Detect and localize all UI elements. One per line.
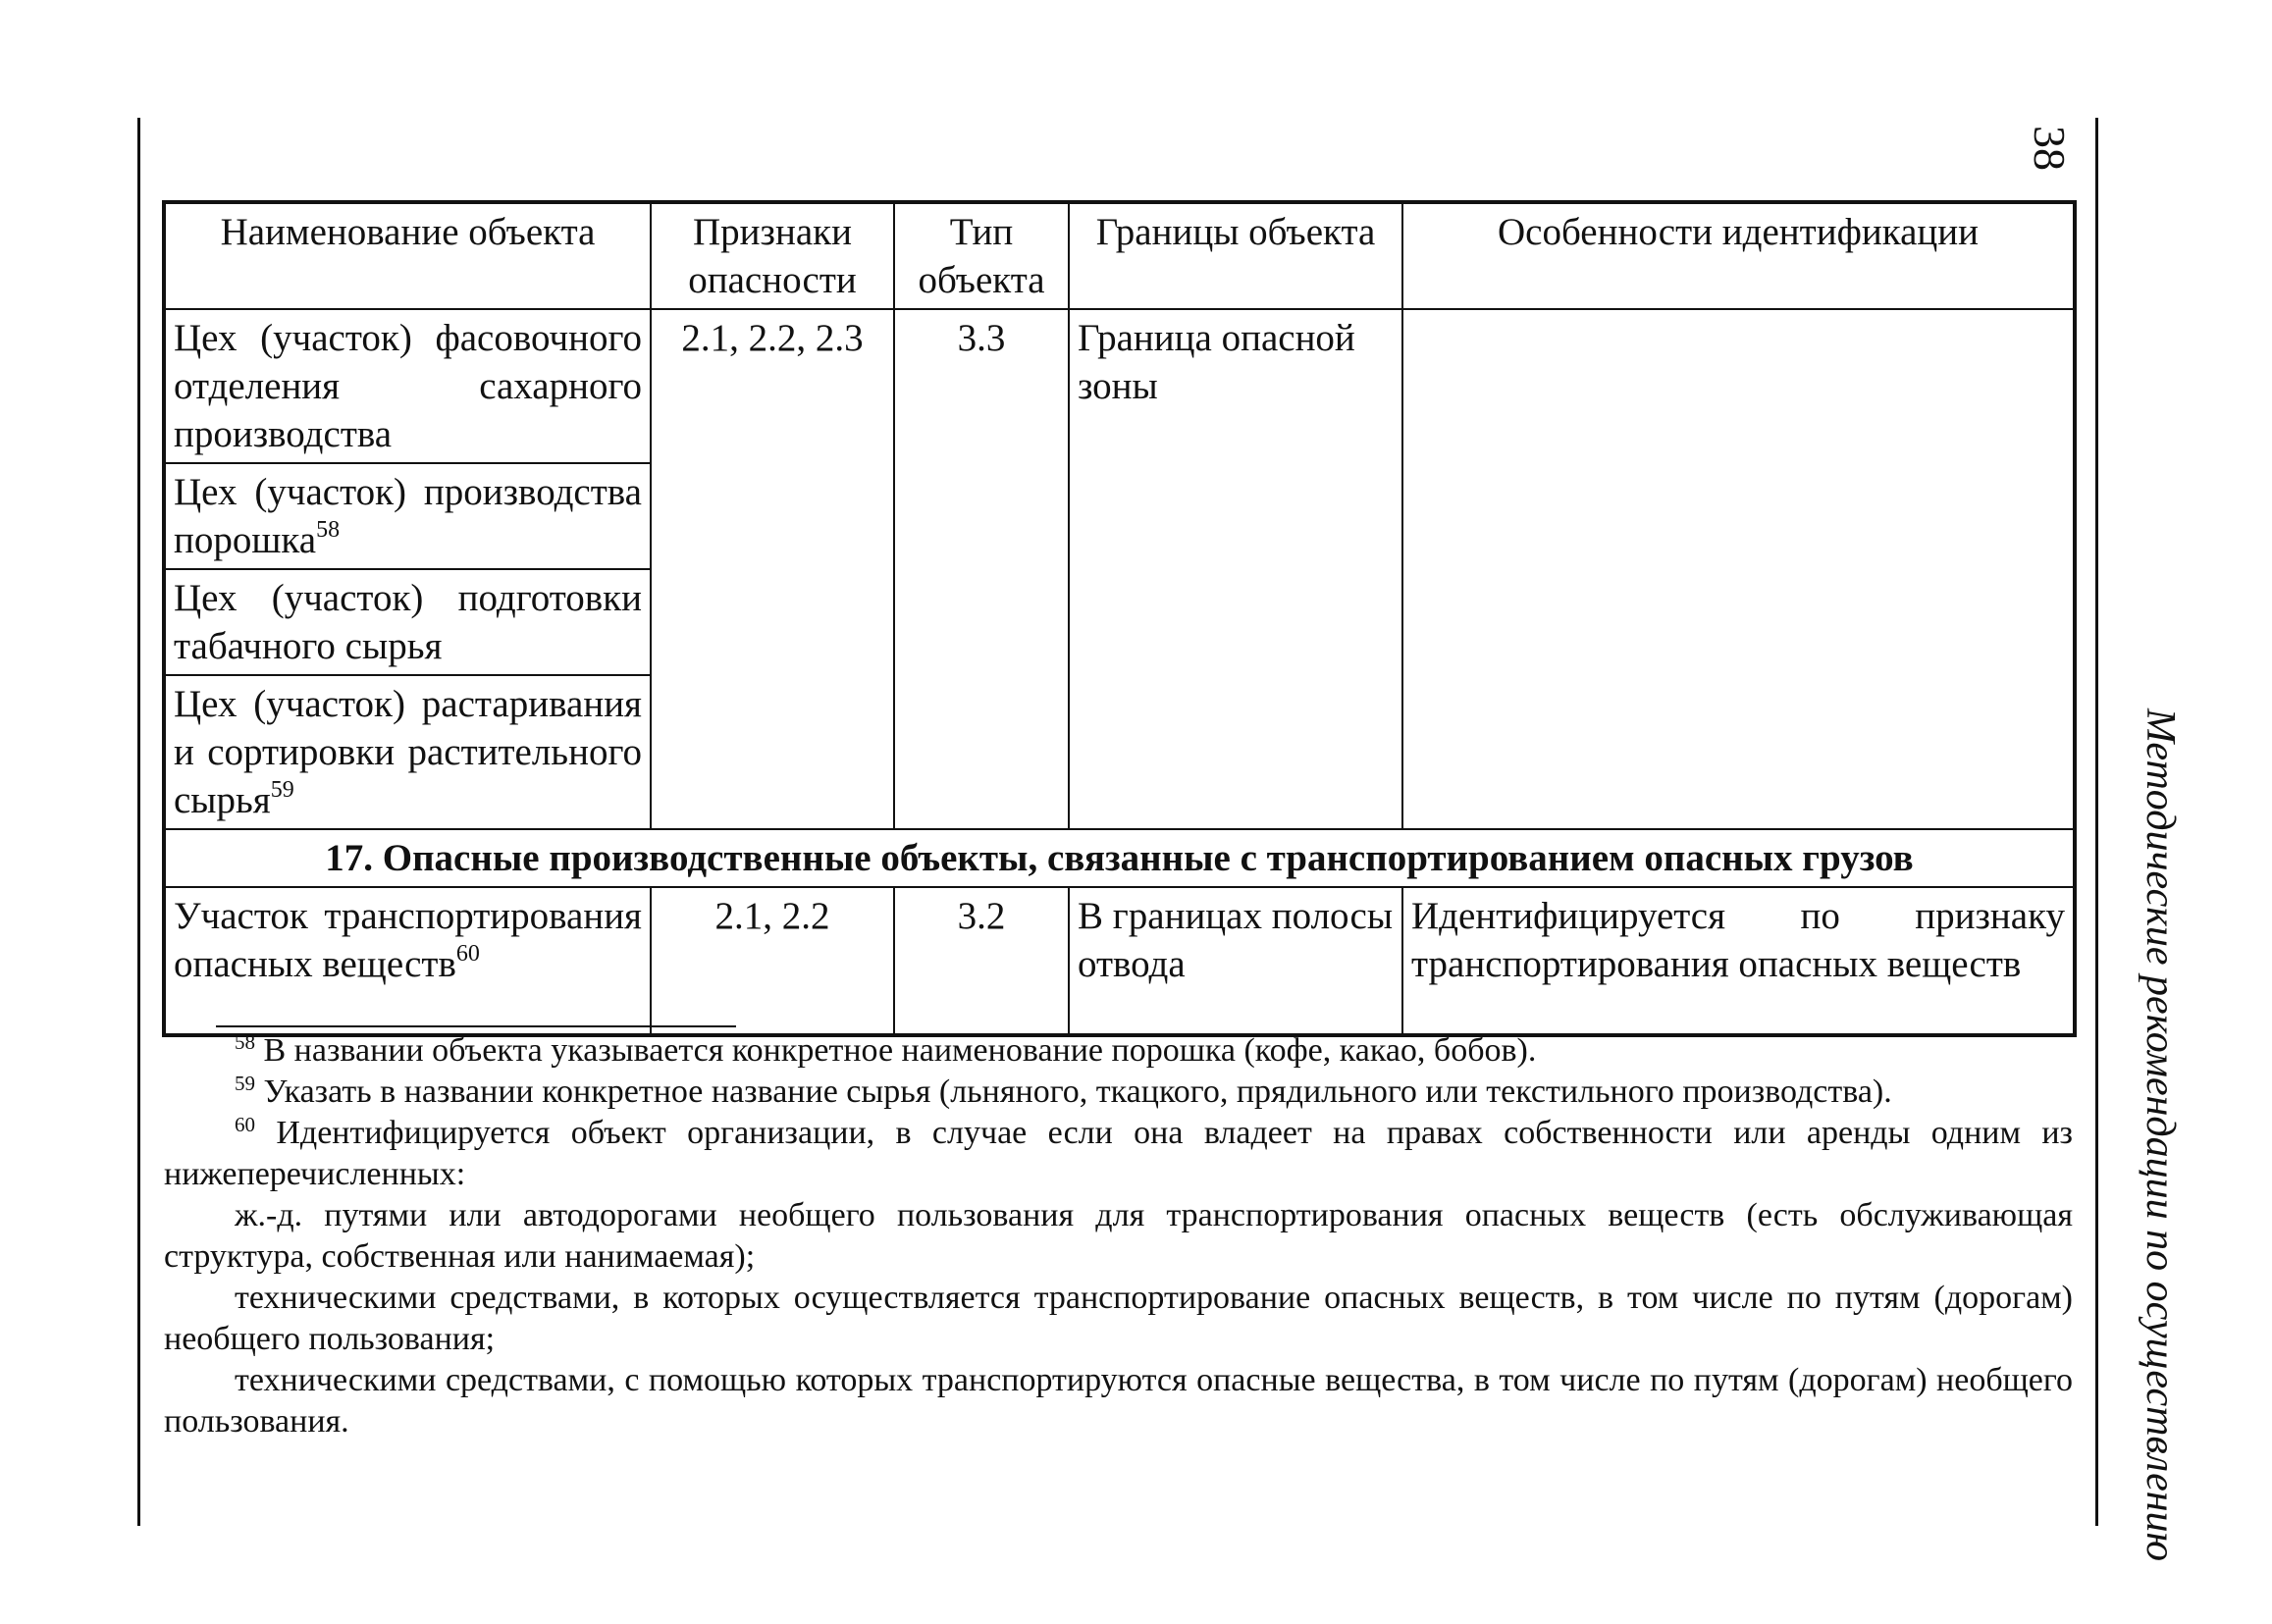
left-margin-line [137,118,140,1526]
object-name-cell [165,463,651,569]
footnote-text: Идентифицируется объект организации, в случае если она владеет на правах собственности или аренды одним из нижеперечисленных: [164,1115,2073,1192]
footnote-continuation [164,1278,2073,1360]
footnote-number: 58 [235,1030,255,1054]
footnote-ref: 60 [455,941,480,967]
footnote-continuation [164,1360,2073,1442]
object-type-cell: 3.3 [894,309,1069,829]
boundaries-cell: Граница опасной зоны [1069,309,1402,829]
footnotes [164,1030,2073,1442]
object-name-cell [165,675,651,829]
table-row [165,309,2074,463]
object-name: Цех (участок) растаривания и сортировки растительного сырья [174,683,642,821]
boundaries-cell: В границах полосы отвода [1069,887,1402,1034]
header-hazard-signs: Признаки опасности [651,203,894,309]
footnote-ref: 59 [270,777,294,803]
right-margin-line [2095,118,2098,1526]
features-cell [1402,309,2074,829]
footnote [164,1030,2073,1072]
footnote-continuation [164,1195,2073,1278]
features-cell: Идентифицируется по признаку транспортирования опасных веществ [1402,887,2074,1034]
footnote-text: В названии объекта указывается конкретное наименование порошка (кофе, какао, бобов). [263,1032,1537,1069]
section-title: 17. Опасные производственные объекты, связанные с транспортированием опасных грузов [165,829,2074,887]
hazard-signs-cell: 2.1, 2.2 [651,887,894,1034]
section-row [165,829,2074,887]
object-type-cell: 3.2 [894,887,1069,1034]
objects-table [164,202,2075,1035]
hazard-signs-cell: 2.1, 2.2, 2.3 [651,309,894,829]
object-name-cell [165,887,651,1034]
object-name: Цех (участок) производства порошка [174,471,642,561]
object-name: Цех (участок) фасовочного отделения сахарного производства [174,317,642,455]
header-object-name: Наименование объекта [165,203,651,309]
footnote-ref: 58 [316,517,341,543]
header-object-boundaries: Границы объекта [1069,203,1402,309]
table-header-row [165,203,2074,309]
header-identification-features: Особенности идентификации [1402,203,2074,309]
footnote-number: 60 [235,1113,255,1136]
footnote [164,1072,2073,1113]
page-number: 38 [2025,126,2075,171]
running-title: Методические рекомендации по осуществлению [2138,708,2183,1562]
footnote [164,1113,2073,1195]
object-name: Цех (участок) подготовки табачного сырья [174,577,642,667]
footnote-separator [216,1025,736,1027]
footnote-text: ж.-д. путями или автодорогами необщего пользования для транспортирования опасных веществ (есть обслуживающая структура, собственная или нанимаемая); [164,1197,2073,1275]
footnote-text: Указать в названии конкретное название сырья (льняного, ткацкого, прядильного или текстильного производства). [263,1074,1892,1110]
footnote-text: техническими средствами, с помощью которых транспортируются опасные вещества, в том числе по путям (дорогам) необщего пользования. [164,1362,2073,1440]
table-row [165,887,2074,1034]
header-object-type: Тип объекта [894,203,1069,309]
footnote-number: 59 [235,1072,255,1095]
object-name-cell [165,569,651,675]
object-name: Участок транспортирования опасных веществ [174,895,642,985]
object-name-cell [165,309,651,463]
footnote-text: техническими средствами, в которых осуществляется транспортирование опасных веществ, в том числе по путям (дорогам) необщего пользования; [164,1280,2073,1357]
